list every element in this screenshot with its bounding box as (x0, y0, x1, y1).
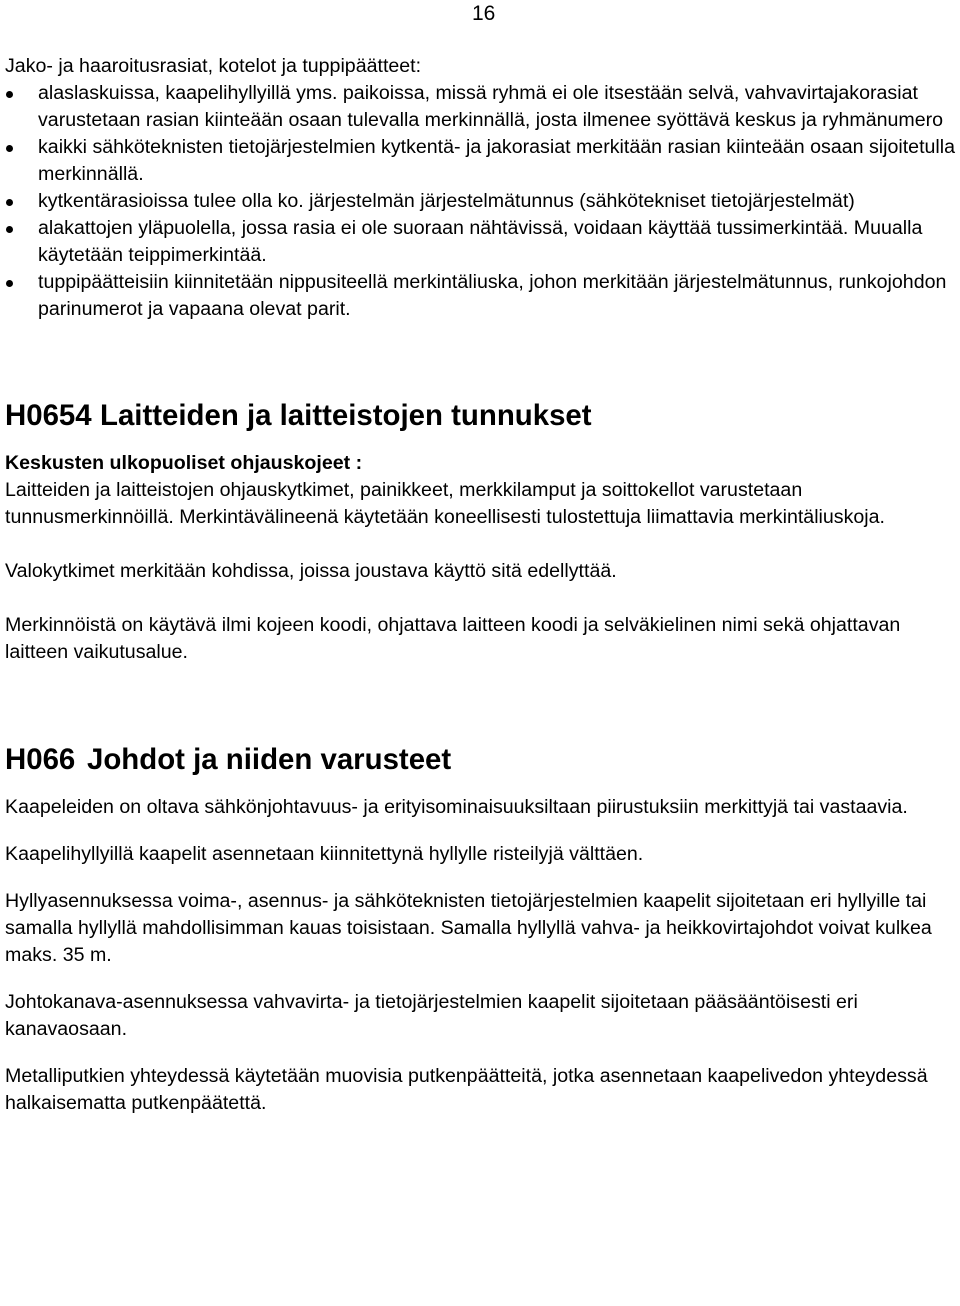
bullet-text: alakattojen yläpuolella, jossa rasia ei ole suoraan nähtävissä, voidaan käyttää tussimerkintää. Muualla käytetään teippimerkintää. (38, 217, 923, 266)
paragraph: Merkinnöistä on käytävä ilmi kojeen koodi, ohjattava laitteen koodi ja selväkielinen nimi sekä ohjattavan laitteen vaikutusalue. (5, 614, 901, 663)
bullet-text: kytkentärasioissa tulee olla ko. järjestelmän järjestelmätunnus (sähkötekniset tietojärjestelmät) (38, 190, 855, 212)
bullet-icon (6, 280, 13, 287)
bullet-text: kaikki sähköteknisten tietojärjestelmien kytkentä- ja jakorasiat merkitään rasian kiinteään osaan sijoitetulla merkinnällä. (38, 136, 956, 185)
bullet-item (5, 188, 955, 215)
section-title: Johdot ja niiden varusteet (87, 743, 452, 776)
bullet-item (5, 215, 955, 269)
section-heading-h0654 (5, 399, 955, 432)
intro-title: Jako- ja haaroitusrasiat, kotelot ja tuppipäätteet: (5, 55, 422, 77)
bullet-icon (6, 199, 13, 206)
bullet-icon (6, 145, 13, 152)
intro-bullet-list (5, 80, 955, 323)
section-title: Laitteiden ja laitteistojen tunnukset (100, 399, 592, 432)
bullet-text: tuppipäätteisiin kiinnitetään nippusiteellä merkintäliuska, johon merkitään järjestelmätunnus, runkojohdon parinumerot ja vapaana olevat parit. (38, 271, 947, 320)
paragraph: Laitteiden ja laitteistojen ohjauskytkimet, painikkeet, merkkilamput ja soittokellot varustetaan tunnusmerkinnöillä. Merkintävälineenä käytetään koneellisesti tulostettuja liimattavia merkintäliuskoja. (5, 479, 885, 528)
bullet-item (5, 80, 955, 134)
paragraph: Valokytkimet merkitään kohdissa, joissa joustava käyttö sitä edellyttää. (5, 560, 617, 582)
paragraph: Johtokanava-asennuksessa vahvavirta- ja tietojärjestelmien kaapelit sijoitetaan pääsääntöisesti eri kanavaosaan. (5, 991, 858, 1040)
paragraph: Kaapeleiden on oltava sähkönjohtavuus- ja erityisominaisuuksiltaan piirustuksiin merkittyjä tai vastaavia. (5, 796, 908, 818)
subheading: Keskusten ulkopuoliset ohjauskojeet : (5, 452, 363, 474)
bullet-icon (6, 226, 13, 233)
page-number: 16 (472, 2, 496, 25)
paragraph: Kaapelihyllyillä kaapelit asennetaan kiinnitettynä hyllylle risteilyjä välttäen. (5, 843, 644, 865)
section-code: H0654 (5, 399, 92, 432)
bullet-item (5, 134, 955, 188)
bullet-item (5, 269, 955, 323)
bullet-icon (6, 91, 13, 98)
section-code: H066 (5, 743, 76, 776)
bullet-text: alaslaskuissa, kaapelihyllyillä yms. paikoissa, missä ryhmä ei ole itsestään selvä, vahvavirtajakorasiat varustetaan rasian kiinteään osaan tulevalla merkinnällä, josta ilmenee syöttävä keskus ja ryhmänumero (38, 82, 944, 131)
section-heading-h066 (5, 743, 955, 776)
document-body (5, 53, 955, 1117)
paragraph: Hyllyasennuksessa voima-, asennus- ja sähköteknisten tietojärjestelmien kaapelit sijoitetaan eri hyllyille tai samalla hyllyllä mahdollisimman kauas toisistaan. Samalla hyllyllä vahva- ja heikkovirtajohdot voivat kulkea maks. 35 m. (5, 890, 932, 966)
paragraph: Metalliputkien yhteydessä käytetään muovisia putkenpäätteitä, jotka asennetaan kaapelivedon yhteydessä halkaisematta putkenpäätettä. (5, 1065, 928, 1114)
